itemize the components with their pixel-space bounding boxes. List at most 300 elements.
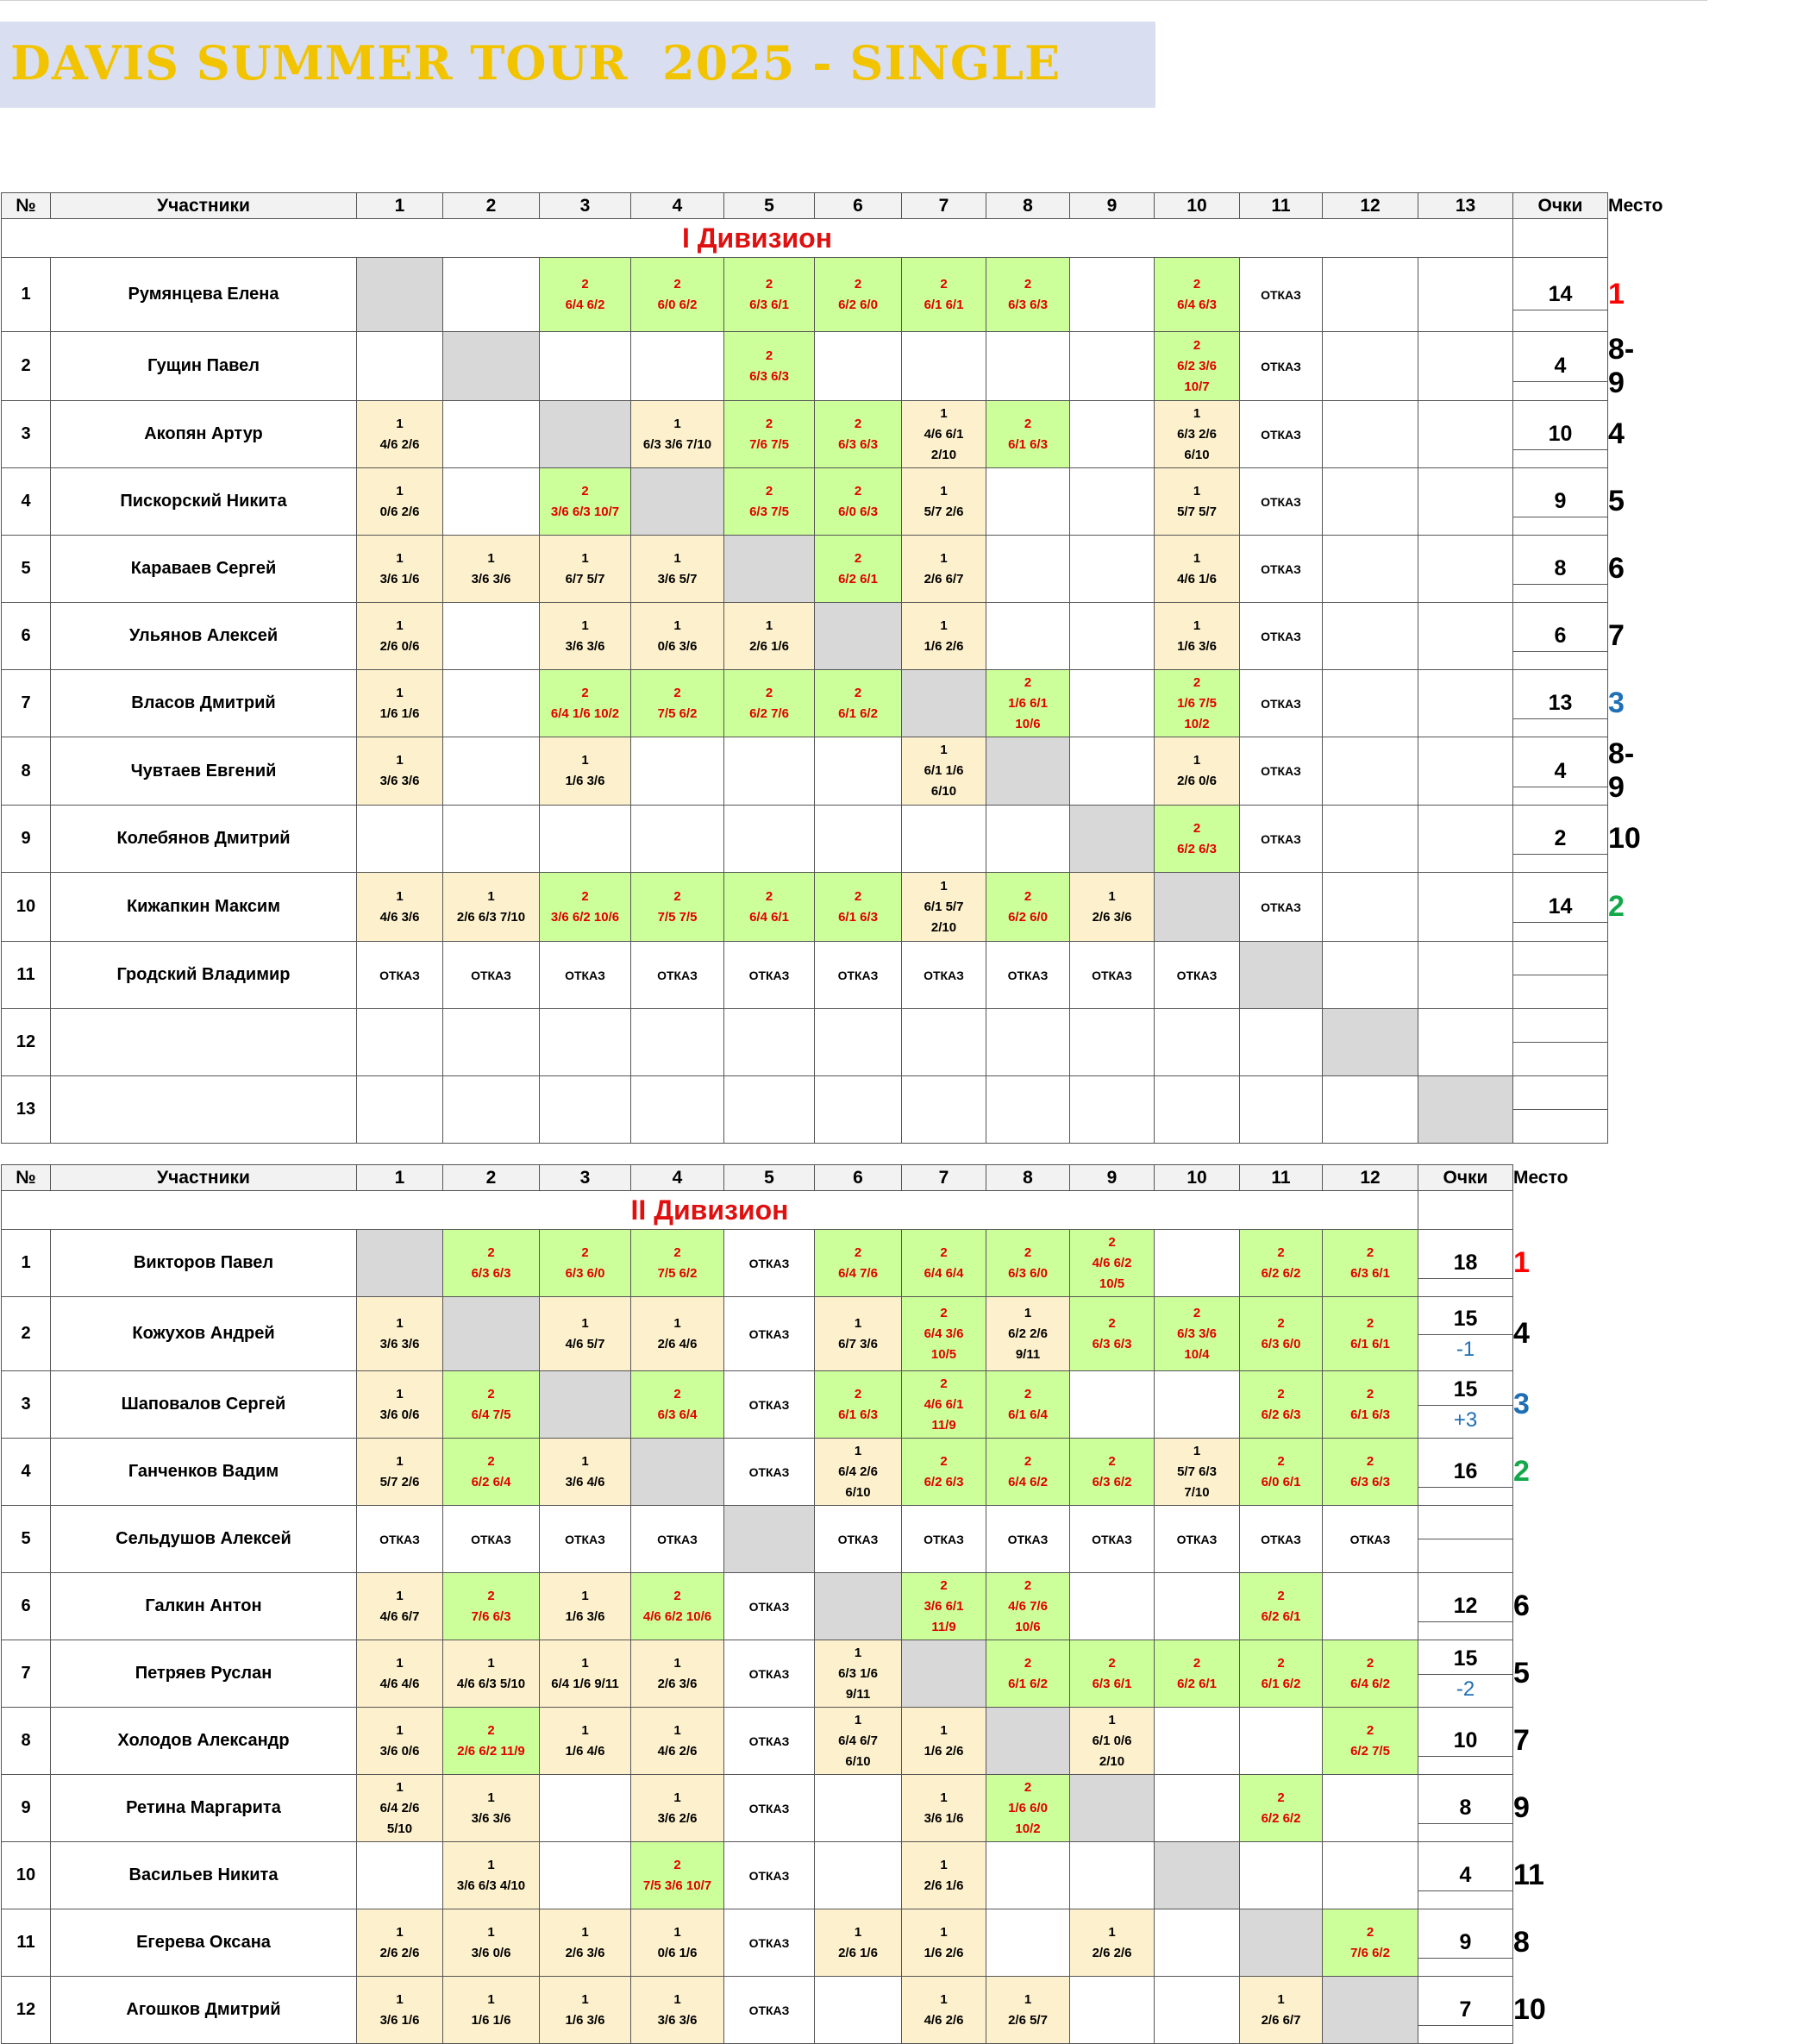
- match-score: 6/3 2/6: [1177, 426, 1217, 442]
- match-score: 6/3 6/1: [749, 297, 789, 312]
- header-opponent-3: 3: [540, 193, 631, 219]
- points-adjustment: -1: [1456, 1338, 1475, 1361]
- page-title: DAVIS SUMMER TOUR 2025 - SINGLE: [10, 35, 1061, 91]
- loss-cell: [724, 603, 815, 670]
- match-score: 6/2 6/2: [1261, 1810, 1301, 1826]
- match-points: 2: [854, 685, 862, 700]
- match-points: 1: [940, 550, 948, 566]
- match-score: 6/2 6/2: [1261, 1265, 1301, 1281]
- match-score: 6/10: [845, 1753, 871, 1769]
- player-number: 8: [2, 1708, 51, 1775]
- refusal-cell: ОТКАЗ: [1240, 536, 1323, 603]
- loss-cell: [902, 603, 986, 670]
- empty-match-cell: [724, 1009, 815, 1076]
- match-points: 1: [1024, 1991, 1032, 2007]
- win-cell: [443, 1439, 540, 1506]
- player-name: Шаповалов Сергей: [51, 1371, 357, 1439]
- empty-match-cell: [1155, 1977, 1240, 2044]
- match-points: 2: [1193, 820, 1201, 836]
- self-match-cell: [724, 1506, 815, 1573]
- match-score: 5/7 2/6: [379, 1474, 420, 1489]
- player-name: Агошков Дмитрий: [51, 1977, 357, 2044]
- empty-match-cell: [1155, 1909, 1240, 1977]
- loss-cell: [357, 737, 443, 806]
- division-title-row: [2, 1191, 1513, 1230]
- match-score: 7/10: [1184, 1484, 1210, 1500]
- loss-cell: [902, 1708, 986, 1775]
- empty-match-cell: [357, 1076, 443, 1144]
- player-name: Ретина Маргарита: [51, 1775, 357, 1842]
- empty-match-cell: [1240, 1076, 1323, 1144]
- header-opponent-4: 4: [631, 1165, 724, 1191]
- match-points: 1: [396, 1315, 404, 1331]
- match-score: 4/6 6/1: [924, 426, 964, 442]
- match-score: 6/0 6/3: [838, 504, 878, 519]
- header-points: Очки: [1513, 193, 1608, 219]
- empty-match-cell: [1070, 737, 1155, 806]
- match-score: 7/6 7/5: [749, 436, 789, 452]
- match-score: 6/2 6/1: [1261, 1608, 1301, 1624]
- match-score: 2/10: [1099, 1753, 1125, 1769]
- refusal-cell: ОТКАЗ: [986, 1506, 1070, 1573]
- match-points: 1: [487, 888, 495, 904]
- loss-cell: [357, 1371, 443, 1439]
- loss-cell: [902, 1977, 986, 2044]
- match-score: 2/6 1/6: [924, 1878, 964, 1893]
- match-points: 1: [673, 1924, 681, 1940]
- empty-match-cell: [540, 1842, 631, 1909]
- match-score: 11/9: [931, 1619, 956, 1634]
- player-name: Сельдушов Алексей: [51, 1506, 357, 1573]
- points-cell: [1418, 1371, 1513, 1439]
- match-score: 1/6 3/6: [565, 1608, 605, 1624]
- win-cell: [815, 258, 902, 332]
- player-number: 2: [2, 332, 51, 401]
- match-points: 2: [487, 1588, 495, 1603]
- header-row: № Участники 1 2 3 4 5 6 7 8 9 10 11 12 13 Очки Место: [2, 193, 1608, 219]
- refusal-cell: ОТКАЗ: [540, 942, 631, 1009]
- win-cell: [1323, 1297, 1418, 1371]
- win-cell: [443, 1371, 540, 1439]
- match-score: 3/6 4/6: [565, 1474, 605, 1489]
- match-score: 2/10: [930, 919, 957, 935]
- header-opponent-5: 5: [724, 193, 815, 219]
- loss-cell: [357, 1909, 443, 1977]
- match-score: 0/6 3/6: [657, 638, 698, 654]
- win-cell: [1070, 1439, 1155, 1506]
- header-opponent-6: 6: [815, 1165, 902, 1191]
- match-score: 6/4 7/6: [838, 1265, 878, 1281]
- self-match-cell: [540, 1371, 631, 1439]
- points-value: 2: [1513, 823, 1607, 855]
- match-points: 1: [1193, 550, 1201, 566]
- loss-cell: [902, 536, 986, 603]
- match-score: 6/2 7/6: [749, 705, 789, 721]
- empty-match-cell: [1070, 1371, 1155, 1439]
- points-value: 15: [1418, 1303, 1512, 1335]
- division-2-table: [1, 1164, 1568, 2044]
- match-score: 1/6 2/6: [924, 1743, 964, 1759]
- points-value: 7: [1418, 1994, 1512, 2026]
- match-points: 1: [854, 1443, 862, 1458]
- self-match-cell: [357, 1230, 443, 1297]
- loss-cell: [443, 873, 540, 942]
- match-points: 1: [581, 550, 589, 566]
- match-points: 1: [673, 618, 681, 633]
- match-score: 6/3 6/3: [1008, 297, 1048, 312]
- header-opponent-1: 1: [357, 193, 443, 219]
- match-points: 2: [765, 416, 773, 431]
- empty-match-cell: [724, 1076, 815, 1144]
- win-cell: [540, 468, 631, 536]
- player-name: Власов Дмитрий: [51, 670, 357, 737]
- match-points: 1: [673, 1790, 681, 1805]
- player-number: 8: [2, 737, 51, 806]
- points-value: 4: [1513, 756, 1607, 787]
- match-score: 3/6 6/3 4/10: [456, 1878, 526, 1893]
- loss-cell: [540, 536, 631, 603]
- match-points: 2: [487, 1386, 495, 1401]
- match-points: 2: [673, 888, 681, 904]
- match-points: 2: [487, 1453, 495, 1469]
- match-points: 1: [940, 1924, 948, 1940]
- empty-match-cell: [902, 1009, 986, 1076]
- match-points: 2: [581, 276, 589, 292]
- match-points: 2: [1193, 1305, 1201, 1320]
- win-cell: [815, 468, 902, 536]
- division-title: II Дивизион: [630, 1194, 789, 1226]
- match-score: 6/2 6/4: [471, 1474, 511, 1489]
- player-name: Кижапкин Максим: [51, 873, 357, 942]
- win-cell: [631, 670, 724, 737]
- loss-cell: [357, 401, 443, 468]
- player-row: 1 Румянцева Елена 2 6/4 6/2 2 6/0 6/2 2 6/3 6/1 2 6/2 6/0 2 6/1 6/1 2 6/3 6/3 2 6/4 6/3 ОТКАЗ 14 1: [2, 258, 1608, 332]
- empty-match-cell: [986, 1909, 1070, 1977]
- match-points: 1: [396, 1991, 404, 2007]
- player-row: 10 Кижапкин Максим 1 4/6 3/6 1 2/6 6/3 7/10 2 3/6 6/2 10/6 2 7/5 7/5 2 6/4 6/1 2 6/1 6/3 1 6/1 5/7 2/10 2 6/2 6/0 1 2/6 3/6 ОТКАЗ 14 2: [2, 873, 1608, 942]
- match-points: 2: [940, 1376, 948, 1391]
- match-score: 6/1 6/2: [838, 705, 878, 721]
- match-score: 6/2 7/5: [1350, 1743, 1390, 1759]
- empty-match-cell: [540, 1076, 631, 1144]
- empty-match-cell: [1155, 1009, 1240, 1076]
- match-points: 1: [581, 1453, 589, 1469]
- empty-match-cell: [1323, 332, 1418, 401]
- header-opponent-2: 2: [443, 1165, 540, 1191]
- win-cell: [443, 1573, 540, 1640]
- match-points: 2: [673, 1588, 681, 1603]
- match-score: 7/5 6/2: [657, 705, 698, 721]
- match-score: 4/6 2/6: [379, 436, 420, 452]
- match-points: 1: [940, 618, 948, 633]
- header-opponent-7: 7: [902, 193, 986, 219]
- refusal-cell: ОТКАЗ: [1323, 1506, 1418, 1573]
- refusal-cell: ОТКАЗ: [724, 1708, 815, 1775]
- match-points: 1: [765, 618, 773, 633]
- player-number: 13: [2, 1076, 51, 1144]
- match-score: 6/1 0/6: [1092, 1733, 1132, 1748]
- empty-match-cell: [631, 806, 724, 873]
- match-points: 2: [854, 276, 862, 292]
- win-cell: [631, 1371, 724, 1439]
- player-row: 7 Власов Дмитрий 1 1/6 1/6 2 6/4 1/6 10/2 2 7/5 6/2 2 6/2 7/6 2 6/1 6/2 2 1/6 6/1 10/6 2 1/6 7/5 10/2 ОТКАЗ 13 3: [2, 670, 1608, 737]
- match-score: 10/5: [1099, 1276, 1125, 1291]
- match-points: 1: [940, 1991, 948, 2007]
- refusal-cell: ОТКАЗ: [1240, 332, 1323, 401]
- empty-match-cell: [540, 1009, 631, 1076]
- win-cell: [902, 258, 986, 332]
- win-cell: [986, 1371, 1070, 1439]
- match-score: 6/4 6/2: [565, 297, 605, 312]
- match-points: 2: [581, 1245, 589, 1260]
- player-row: 1 Викторов Павел 2 6/3 6/3 2 6/3 6/0 2 7/5 6/2 ОТКАЗ 2 6/4 7/6 2 6/4 6/4 2 6/3 6/0 2 4/6 6/2 10/5 2 6/2 6/2 2 6/3 6/1 18 1: [2, 1230, 1513, 1297]
- loss-cell: [1070, 1909, 1155, 1977]
- empty-match-cell: [357, 1842, 443, 1909]
- refusal-cell: ОТКАЗ: [1240, 468, 1323, 536]
- match-points: 2: [673, 276, 681, 292]
- empty-match-cell: [1070, 468, 1155, 536]
- points-value: 6: [1513, 620, 1607, 652]
- win-cell: [986, 1573, 1070, 1640]
- self-match-cell: [1155, 1842, 1240, 1909]
- empty-match-cell: [443, 670, 540, 737]
- match-score: 7/5 3/6 10/7: [642, 1878, 712, 1893]
- match-points: 2: [854, 550, 862, 566]
- points-cell: [1513, 332, 1608, 401]
- match-score: 6/7 3/6: [838, 1336, 878, 1351]
- win-cell: [902, 1573, 986, 1640]
- refusal-cell: ОТКАЗ: [724, 1439, 815, 1506]
- empty-match-cell: [540, 332, 631, 401]
- match-score: 2/6 3/6: [657, 1676, 698, 1691]
- match-score: 6/2 6/1: [1177, 1676, 1217, 1691]
- player-number: 12: [2, 1009, 51, 1076]
- refusal-cell: ОТКАЗ: [1240, 258, 1323, 332]
- win-cell: [631, 1230, 724, 1297]
- player-row: 6 Галкин Антон 1 4/6 6/7 2 7/6 6/3 1 1/6 3/6 2 4/6 6/2 10/6 ОТКАЗ 2 3/6 6/1 11/9 2 4/6 7/6 10/6 2 6/2 6/1 12 6: [2, 1573, 1513, 1640]
- empty-match-cell: [815, 1775, 902, 1842]
- loss-cell: [357, 1439, 443, 1506]
- empty-match-cell: [1323, 536, 1418, 603]
- match-points: 2: [940, 1577, 948, 1593]
- empty-match-cell: [1323, 468, 1418, 536]
- player-row: 2 Кожухов Андрей 1 3/6 3/6 1 4/6 5/7 1 2/6 4/6 ОТКАЗ 1 6/7 3/6 2 6/4 3/6 10/5 1 6/2 2/6 9/11 2 6/3 6/3 2 6/3 3/6 10/4 2 6/3 6/0 2 6/1 6/1 15 -1 4: [2, 1297, 1513, 1371]
- refusal-cell: ОТКАЗ: [724, 1230, 815, 1297]
- win-cell: [1240, 1573, 1323, 1640]
- match-points: 2: [765, 483, 773, 498]
- refusal-cell: ОТКАЗ: [724, 1977, 815, 2044]
- match-score: 7/5 6/2: [657, 1265, 698, 1281]
- match-score: 6/1 6/1: [1350, 1336, 1390, 1351]
- loss-cell: [1155, 401, 1240, 468]
- match-score: 3/6 1/6: [924, 1810, 964, 1826]
- player-name: Ганченков Вадим: [51, 1439, 357, 1506]
- header-participants: Участники: [51, 193, 357, 219]
- match-score: 4/6 1/6: [1177, 571, 1217, 586]
- match-score: 1/6 6/0: [1008, 1800, 1048, 1815]
- empty-match-cell: [986, 603, 1070, 670]
- loss-cell: [357, 468, 443, 536]
- points-value: 12: [1418, 1590, 1512, 1622]
- win-cell: [815, 536, 902, 603]
- player-number: 6: [2, 603, 51, 670]
- win-cell: [1155, 332, 1240, 401]
- header-opponent-11: 11: [1240, 193, 1323, 219]
- empty-match-cell: [724, 737, 815, 806]
- player-number: 11: [2, 942, 51, 1009]
- empty-match-cell: [443, 603, 540, 670]
- match-points: 1: [487, 1857, 495, 1872]
- win-cell: [1323, 1230, 1418, 1297]
- win-cell: [902, 1230, 986, 1297]
- empty-match-cell: [986, 332, 1070, 401]
- match-score: 4/6 6/1: [924, 1396, 964, 1412]
- match-score: 2/6 0/6: [379, 638, 420, 654]
- match-score: 11/9: [931, 1417, 956, 1433]
- points-cell: [1418, 1439, 1513, 1506]
- refusal-cell: ОТКАЗ: [357, 1506, 443, 1573]
- loss-cell: [631, 1640, 724, 1708]
- match-score: 3/6 0/6: [379, 1743, 420, 1759]
- match-score: 1/6 3/6: [565, 774, 605, 788]
- empty-match-cell: [1070, 603, 1155, 670]
- loss-cell: [443, 1909, 540, 1977]
- win-cell: [1070, 1640, 1155, 1708]
- loss-cell: [357, 1297, 443, 1371]
- match-points: 2: [1024, 1779, 1032, 1795]
- match-score: 10/6: [1015, 716, 1041, 731]
- win-cell: [1240, 1371, 1323, 1439]
- match-score: 6/1 6/3: [838, 1407, 878, 1422]
- refusal-cell: ОТКАЗ: [724, 1297, 815, 1371]
- loss-cell: [357, 1708, 443, 1775]
- player-number: 1: [2, 1230, 51, 1297]
- loss-cell: [357, 1977, 443, 2044]
- empty-match-cell: [1323, 670, 1418, 737]
- player-name: Караваев Сергей: [51, 536, 357, 603]
- match-score: 1/6 3/6: [1177, 638, 1217, 654]
- refusal-cell: ОТКАЗ: [1240, 737, 1323, 806]
- match-score: 6/3 6/3: [1350, 1474, 1390, 1489]
- win-cell: [724, 873, 815, 942]
- self-match-cell: [1240, 942, 1323, 1009]
- points-value: 10: [1513, 418, 1607, 450]
- empty-match-cell: [1323, 1775, 1418, 1842]
- refusal-cell: ОТКАЗ: [1155, 942, 1240, 1009]
- match-points: 1: [1108, 1924, 1116, 1940]
- match-score: 6/0 6/1: [1261, 1474, 1301, 1489]
- match-score: 7/6 6/2: [1350, 1945, 1390, 1960]
- player-row: 6 Ульянов Алексей 1 2/6 0/6 1 3/6 3/6 1 0/6 3/6 1 2/6 1/6 1 1/6 2/6 1 1/6 3/6 ОТКАЗ 6 7: [2, 603, 1608, 670]
- loss-cell: [540, 1439, 631, 1506]
- self-match-cell: [1418, 1076, 1513, 1144]
- header-no: №: [2, 1165, 51, 1191]
- self-match-cell: [443, 1297, 540, 1371]
- match-score: 1/6 4/6: [565, 1743, 605, 1759]
- win-cell: [1070, 1297, 1155, 1371]
- empty-match-cell: [357, 806, 443, 873]
- player-name: Гущин Павел: [51, 332, 357, 401]
- match-points: 1: [396, 483, 404, 498]
- loss-cell: [1155, 536, 1240, 603]
- match-score: 3/6 5/7: [657, 571, 698, 586]
- match-points: 1: [1108, 1712, 1116, 1727]
- header-row: № Участники 1 2 3 4 5 6 7 8 9 10 11 12 Очки Место: [2, 1165, 1513, 1191]
- empty-match-cell: [631, 737, 724, 806]
- player-number: 4: [2, 1439, 51, 1506]
- points-cell: [1513, 942, 1608, 1009]
- match-points: 1: [396, 1453, 404, 1469]
- match-points: 2: [1366, 1924, 1374, 1940]
- player-row: 5 Караваев Сергей 1 3/6 1/6 1 3/6 3/6 1 6/7 5/7 1 3/6 5/7 2 6/2 6/1 1 2/6 6/7 1 4/6 1/6 ОТКАЗ 8 6: [2, 536, 1608, 603]
- refusal-cell: ОТКАЗ: [724, 1775, 815, 1842]
- match-score: 6/3 6/3: [838, 436, 878, 452]
- match-points: 2: [940, 276, 948, 292]
- points-cell: [1418, 1775, 1513, 1842]
- match-points: 1: [396, 1722, 404, 1738]
- match-score: 6/2 6/3: [1261, 1407, 1301, 1422]
- header-opponent-6: 6: [815, 193, 902, 219]
- empty-match-cell: [1070, 258, 1155, 332]
- empty-match-cell: [1240, 1708, 1323, 1775]
- match-points: 1: [854, 1924, 862, 1940]
- empty-match-cell: [724, 806, 815, 873]
- match-score: 6/1 6/3: [838, 909, 878, 925]
- empty-match-cell: [443, 737, 540, 806]
- win-cell: [1155, 670, 1240, 737]
- match-points: 2: [1024, 674, 1032, 690]
- match-score: 6/10: [845, 1484, 871, 1500]
- self-match-cell: [443, 332, 540, 401]
- win-cell: [902, 1297, 986, 1371]
- refusal-cell: ОТКАЗ: [724, 1909, 815, 1977]
- player-name: Ульянов Алексей: [51, 603, 357, 670]
- points-value: 13: [1513, 687, 1607, 719]
- points-value: 14: [1513, 891, 1607, 923]
- empty-match-cell: [986, 468, 1070, 536]
- match-score: 6/2 6/3: [1177, 841, 1217, 856]
- header-opponent-11: 11: [1240, 1165, 1323, 1191]
- empty-match-cell: [1323, 737, 1418, 806]
- match-points: 2: [1277, 1315, 1285, 1331]
- player-number: 11: [2, 1909, 51, 1977]
- match-points: 1: [673, 1991, 681, 2007]
- refusal-cell: ОТКАЗ: [1240, 603, 1323, 670]
- match-points: 1: [487, 550, 495, 566]
- self-match-cell: [1323, 1009, 1418, 1076]
- match-points: 1: [581, 1924, 589, 1940]
- empty-match-cell: [631, 332, 724, 401]
- win-cell: [986, 670, 1070, 737]
- win-cell: [986, 1230, 1070, 1297]
- match-points: 2: [487, 1245, 495, 1260]
- player-number: 1: [2, 258, 51, 332]
- win-cell: [724, 468, 815, 536]
- player-row: [2, 1009, 1608, 1076]
- match-score: 4/6 6/7: [379, 1608, 420, 1624]
- loss-cell: [1155, 468, 1240, 536]
- empty-match-cell: [443, 1076, 540, 1144]
- match-score: 6/2 3/6: [1177, 358, 1217, 373]
- points-value: 15: [1418, 1374, 1512, 1406]
- match-points: 1: [1193, 483, 1201, 498]
- player-number: 9: [2, 806, 51, 873]
- match-score: 9/11: [845, 1686, 871, 1702]
- player-name: Васильев Никита: [51, 1842, 357, 1909]
- empty-match-cell: [986, 536, 1070, 603]
- win-cell: [724, 401, 815, 468]
- player-number: 12: [2, 1977, 51, 2044]
